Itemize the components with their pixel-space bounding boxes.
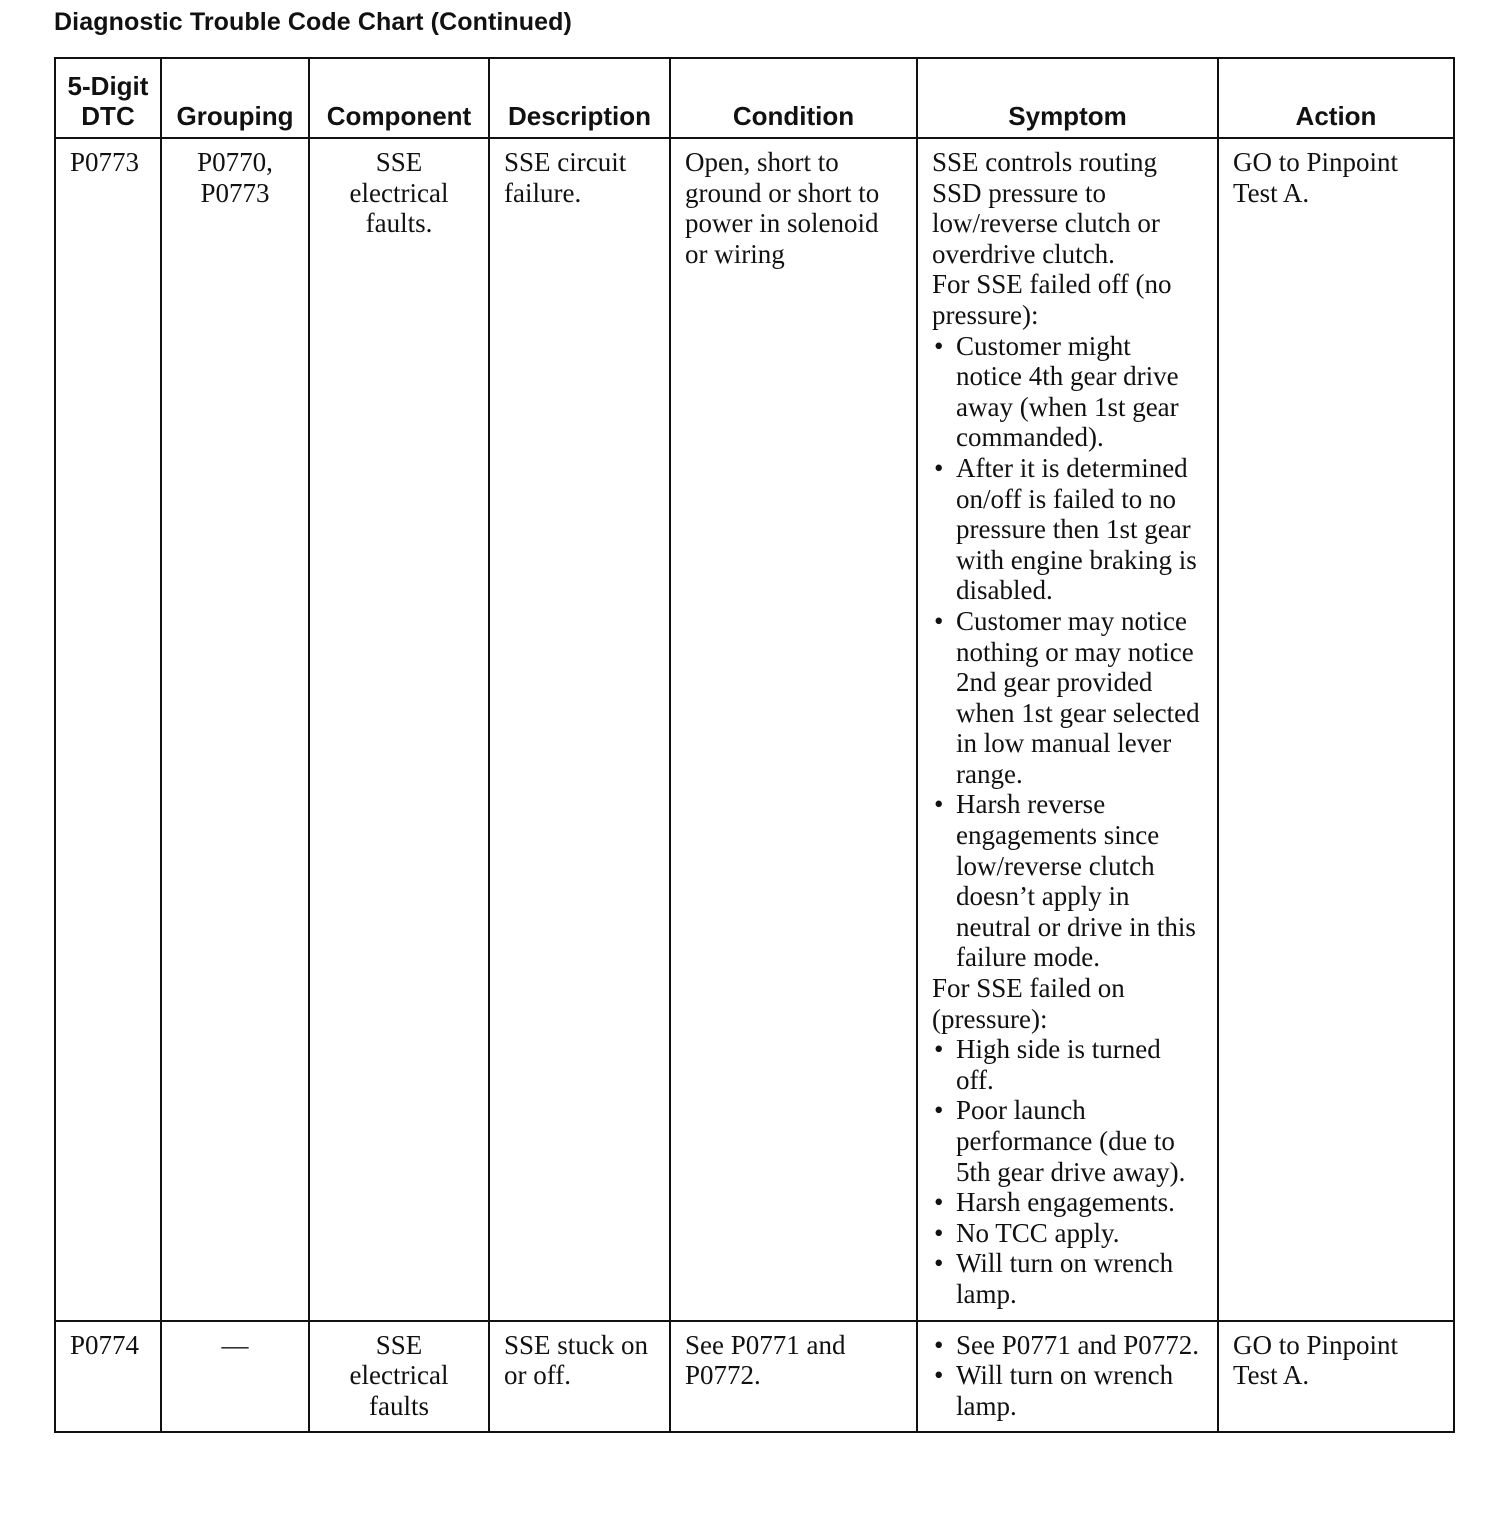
symptom-off-list	[932, 331, 1203, 973]
header-condition: Condition	[670, 58, 917, 138]
symptom-on-list	[932, 1034, 1203, 1309]
list-item: • High side is turned off.	[932, 1034, 1203, 1095]
list-item: • Customer might notice 4th gear drive away (when 1st gear commanded).	[932, 331, 1203, 453]
condition-cell: See P0771 and P0772.	[670, 1321, 917, 1433]
header-row	[55, 58, 1454, 138]
list-item: • Will turn on wrench lamp.	[932, 1248, 1203, 1309]
list-item: • Customer may notice nothing or may notice 2nd gear provided when 1st gear selected in low manual lever range.	[932, 606, 1203, 790]
header-dtc: 5-Digit DTC	[55, 58, 161, 138]
symptom-intro: SSE controls routing SSD pressure to low/reverse clutch or overdrive clutch.	[932, 147, 1160, 269]
description-cell: SSE circuit failure.	[489, 138, 670, 1321]
grouping-cell: P0770, P0773	[161, 138, 309, 1321]
symptom-off-heading: For SSE failed off (no pressure):	[932, 269, 1172, 330]
list-item: • Harsh reverse engagements since low/reverse clutch doesn’t apply in neutral or drive in this failure mode.	[932, 789, 1203, 973]
symptom-list	[932, 1330, 1203, 1422]
dtc-table	[54, 57, 1455, 1433]
list-item: • Harsh engagements.	[932, 1187, 1203, 1218]
header-action: Action	[1218, 58, 1454, 138]
header-description: Description	[489, 58, 670, 138]
table-row	[55, 138, 1454, 1321]
list-item: • After it is determined on/off is failed to no pressure then 1st gear with engine braking is disabled.	[932, 453, 1203, 606]
action-cell: GO to Pinpoint Test A.	[1218, 138, 1454, 1321]
component-cell: SSE electrical faults.	[309, 138, 489, 1321]
list-item: • See P0771 and P0772.	[932, 1330, 1203, 1361]
page-title: Diagnostic Trouble Code Chart (Continued)	[54, 8, 572, 36]
dtc-cell: P0774	[55, 1321, 161, 1433]
header-component: Component	[309, 58, 489, 138]
header-grouping: Grouping	[161, 58, 309, 138]
description-cell: SSE stuck on or off.	[489, 1321, 670, 1433]
table-row	[55, 1321, 1454, 1433]
header-symptom: Symptom	[917, 58, 1218, 138]
symptom-cell	[917, 1321, 1218, 1433]
dtc-cell: P0773	[55, 138, 161, 1321]
list-item: • No TCC apply.	[932, 1218, 1203, 1249]
symptom-cell	[917, 138, 1218, 1321]
list-item: • Will turn on wrench lamp.	[932, 1360, 1203, 1421]
symptom-on-heading: For SSE failed on (pressure):	[932, 973, 1125, 1034]
condition-cell: Open, short to ground or short to power in solenoid or wiring	[670, 138, 917, 1321]
grouping-cell: —	[161, 1321, 309, 1433]
component-cell: SSE electrical faults	[309, 1321, 489, 1433]
action-cell: GO to Pinpoint Test A.	[1218, 1321, 1454, 1433]
list-item: • Poor launch performance (due to 5th gear drive away).	[932, 1095, 1203, 1187]
